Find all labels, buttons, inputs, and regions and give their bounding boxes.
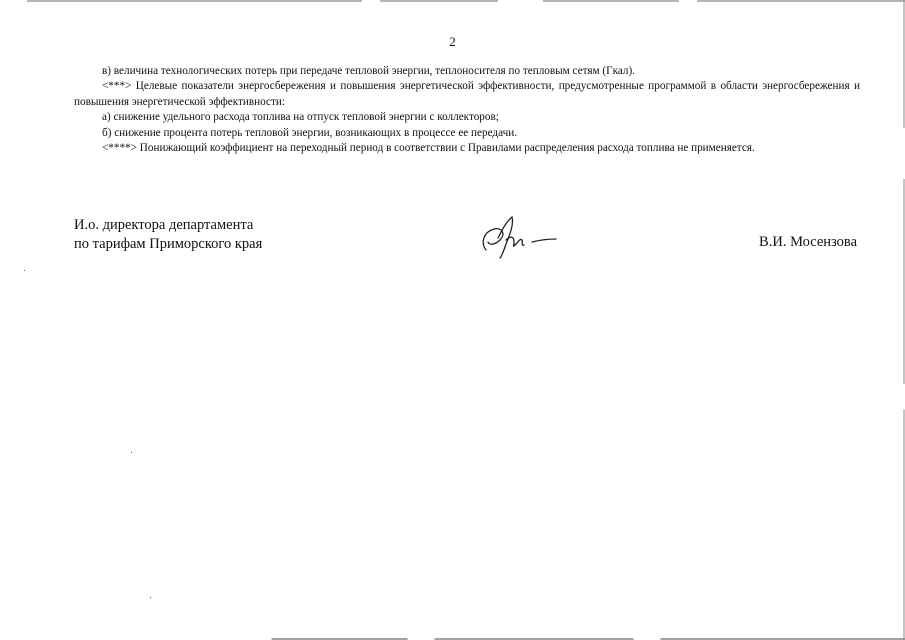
scan-speck (24, 270, 25, 271)
note-paragraph: <***> Целевые показатели энергосбережения и повышения энергетической эффективности, предусмотренные программой в области энергосбережения и повышения энергетической эффективности: (74, 80, 860, 108)
signatory-position-line: И.о. директора департамента (74, 217, 254, 233)
scan-edge-top (0, 0, 905, 2)
handwritten-signature-icon (476, 212, 558, 260)
signatory-name: В.И. Мосензова (759, 234, 857, 250)
page-number: 2 (449, 34, 456, 49)
note-paragraph: а) снижение удельного расхода топлива на отпуск тепловой энергии с коллекторов; (102, 111, 499, 124)
signatory-position (74, 216, 262, 254)
scan-speck (150, 597, 151, 598)
note-paragraph: в) величина технологических потерь при передаче тепловой энергии, теплоносителя по тепловым сетям (Гкал). (102, 65, 636, 77)
note-paragraph: <****> Понижающий коэффициент на переходный период в соответствии с Правилами распределения расхода топлива не применяется. (102, 142, 755, 155)
note-paragraph: б) снижение процента потерь тепловой энергии, возникающих в процессе ее передачи. (102, 126, 518, 139)
signatory-position-line: по тарифам Приморского края (74, 236, 263, 252)
document-notes (74, 64, 860, 156)
scan-speck (131, 452, 132, 453)
